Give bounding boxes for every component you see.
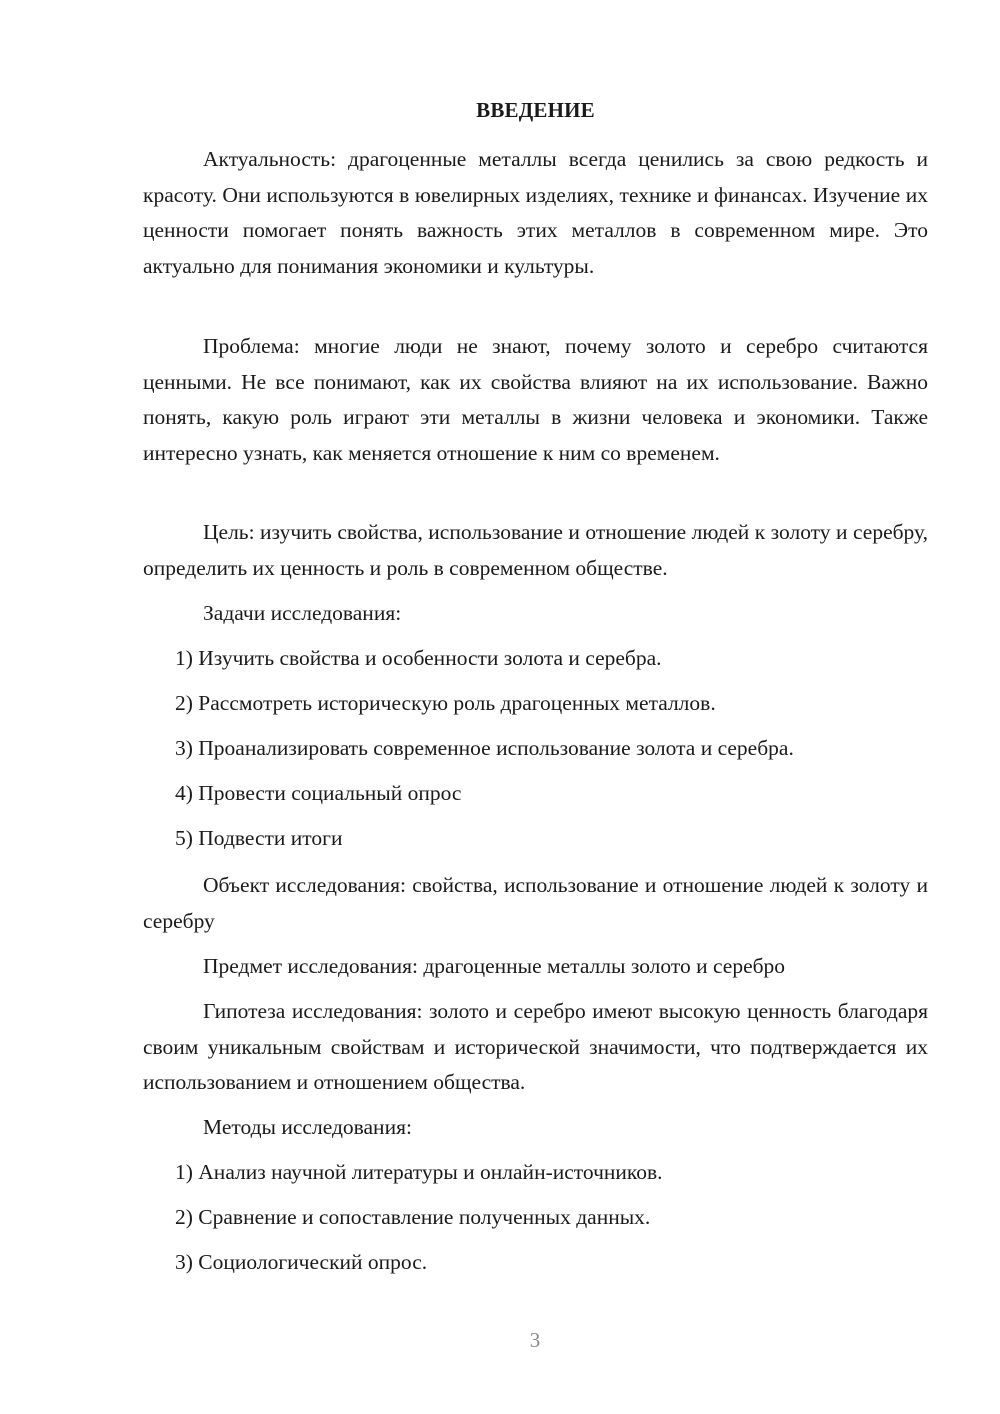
hypothesis-paragraph: Гипотеза исследования: золото и серебро имеют высокую ценность благодаря своим уникальным свойствам и исторической значимости, что подтверждается их использованием и отношением общества. xyxy=(143,999,928,1094)
method-item: 1) Анализ научной литературы и онлайн-источников. xyxy=(175,1160,663,1184)
object-paragraph: Объект исследования: свойства, использование и отношение людей к золоту и серебру xyxy=(143,873,928,933)
page-title: ВВЕДЕНИЕ xyxy=(476,98,595,122)
goal-paragraph: Цель: изучить свойства, использование и отношение людей к золоту и серебру, определить их ценность и роль в современном обществе. xyxy=(143,520,928,580)
methods-heading: Методы исследования: xyxy=(203,1115,412,1139)
relevance-paragraph: Актуальность: драгоценные металлы всегда ценились за свою редкость и красоту. Они используются в ювелирных изделиях, технике и финансах. Изучение их ценности помогает понять важность этих металлов в современном мире. Это актуально для понимания экономики и культуры. xyxy=(143,147,928,278)
method-item: 3) Социологический опрос. xyxy=(175,1250,428,1274)
problem-paragraph: Проблема: многие люди не знают, почему золото и серебро считаются ценными. Не все понимают, как их свойства влияют на их использование. Важно понять, какую роль играют эти металлы в жизни человека и экономики. Также интересно узнать, как меняется отношение к ним со временем. xyxy=(143,334,928,465)
method-item: 2) Сравнение и сопоставление полученных данных. xyxy=(175,1205,651,1229)
task-item: 3) Проанализировать современное использование золота и серебра. xyxy=(175,736,794,760)
task-item: 1) Изучить свойства и особенности золота и серебра. xyxy=(175,646,662,670)
subject-paragraph: Предмет исследования: драгоценные металлы золото и серебро xyxy=(203,954,786,978)
tasks-heading: Задачи исследования: xyxy=(203,601,402,625)
page-number: 3 xyxy=(529,1328,541,1352)
task-item: 2) Рассмотреть историческую роль драгоценных металлов. xyxy=(175,691,716,715)
task-item: 4) Провести социальный опрос xyxy=(175,781,462,805)
task-item: 5) Подвести итоги xyxy=(175,826,343,850)
